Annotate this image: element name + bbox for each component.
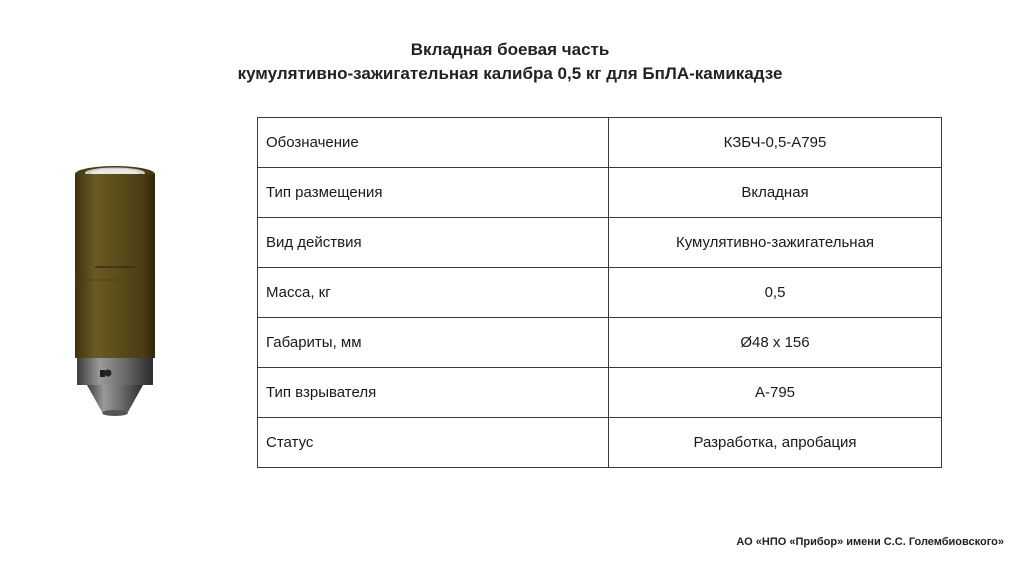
table-row — [258, 368, 942, 418]
table-row — [258, 168, 942, 218]
organization-footer: АО «НПО «Прибор» имени С.С. Голембиовского» — [736, 536, 1004, 548]
spec-label: Обозначение — [258, 118, 609, 168]
spec-value: Кумулятивно-зажигательная — [609, 218, 942, 268]
spec-value: Ø48 х 156 — [609, 318, 942, 368]
spec-value: 0,5 — [609, 268, 942, 318]
warhead-image — [60, 160, 180, 430]
spec-value: А-795 — [609, 368, 942, 418]
spec-label: Габариты, мм — [258, 318, 609, 368]
table-row — [258, 218, 942, 268]
spec-label: Масса, кг — [258, 268, 609, 318]
page-title — [150, 38, 870, 86]
spec-value: Вкладная — [609, 168, 942, 218]
spec-table — [257, 117, 942, 468]
spec-label: Статус — [258, 418, 609, 468]
spec-value: Разработка, апробация — [609, 418, 942, 468]
spec-label: Вид действия — [258, 218, 609, 268]
table-row — [258, 418, 942, 468]
table-row — [258, 118, 942, 168]
table-row — [258, 318, 942, 368]
table-row — [258, 268, 942, 318]
title-line-2: кумулятивно-зажигательная калибра 0,5 кг для БпЛА-камикадзе — [237, 64, 783, 83]
spec-value: КЗБЧ-0,5-А795 — [609, 118, 942, 168]
spec-label: Тип взрывателя — [258, 368, 609, 418]
title-line-1: Вкладная боевая часть — [410, 40, 610, 59]
spec-label: Тип размещения — [258, 168, 609, 218]
